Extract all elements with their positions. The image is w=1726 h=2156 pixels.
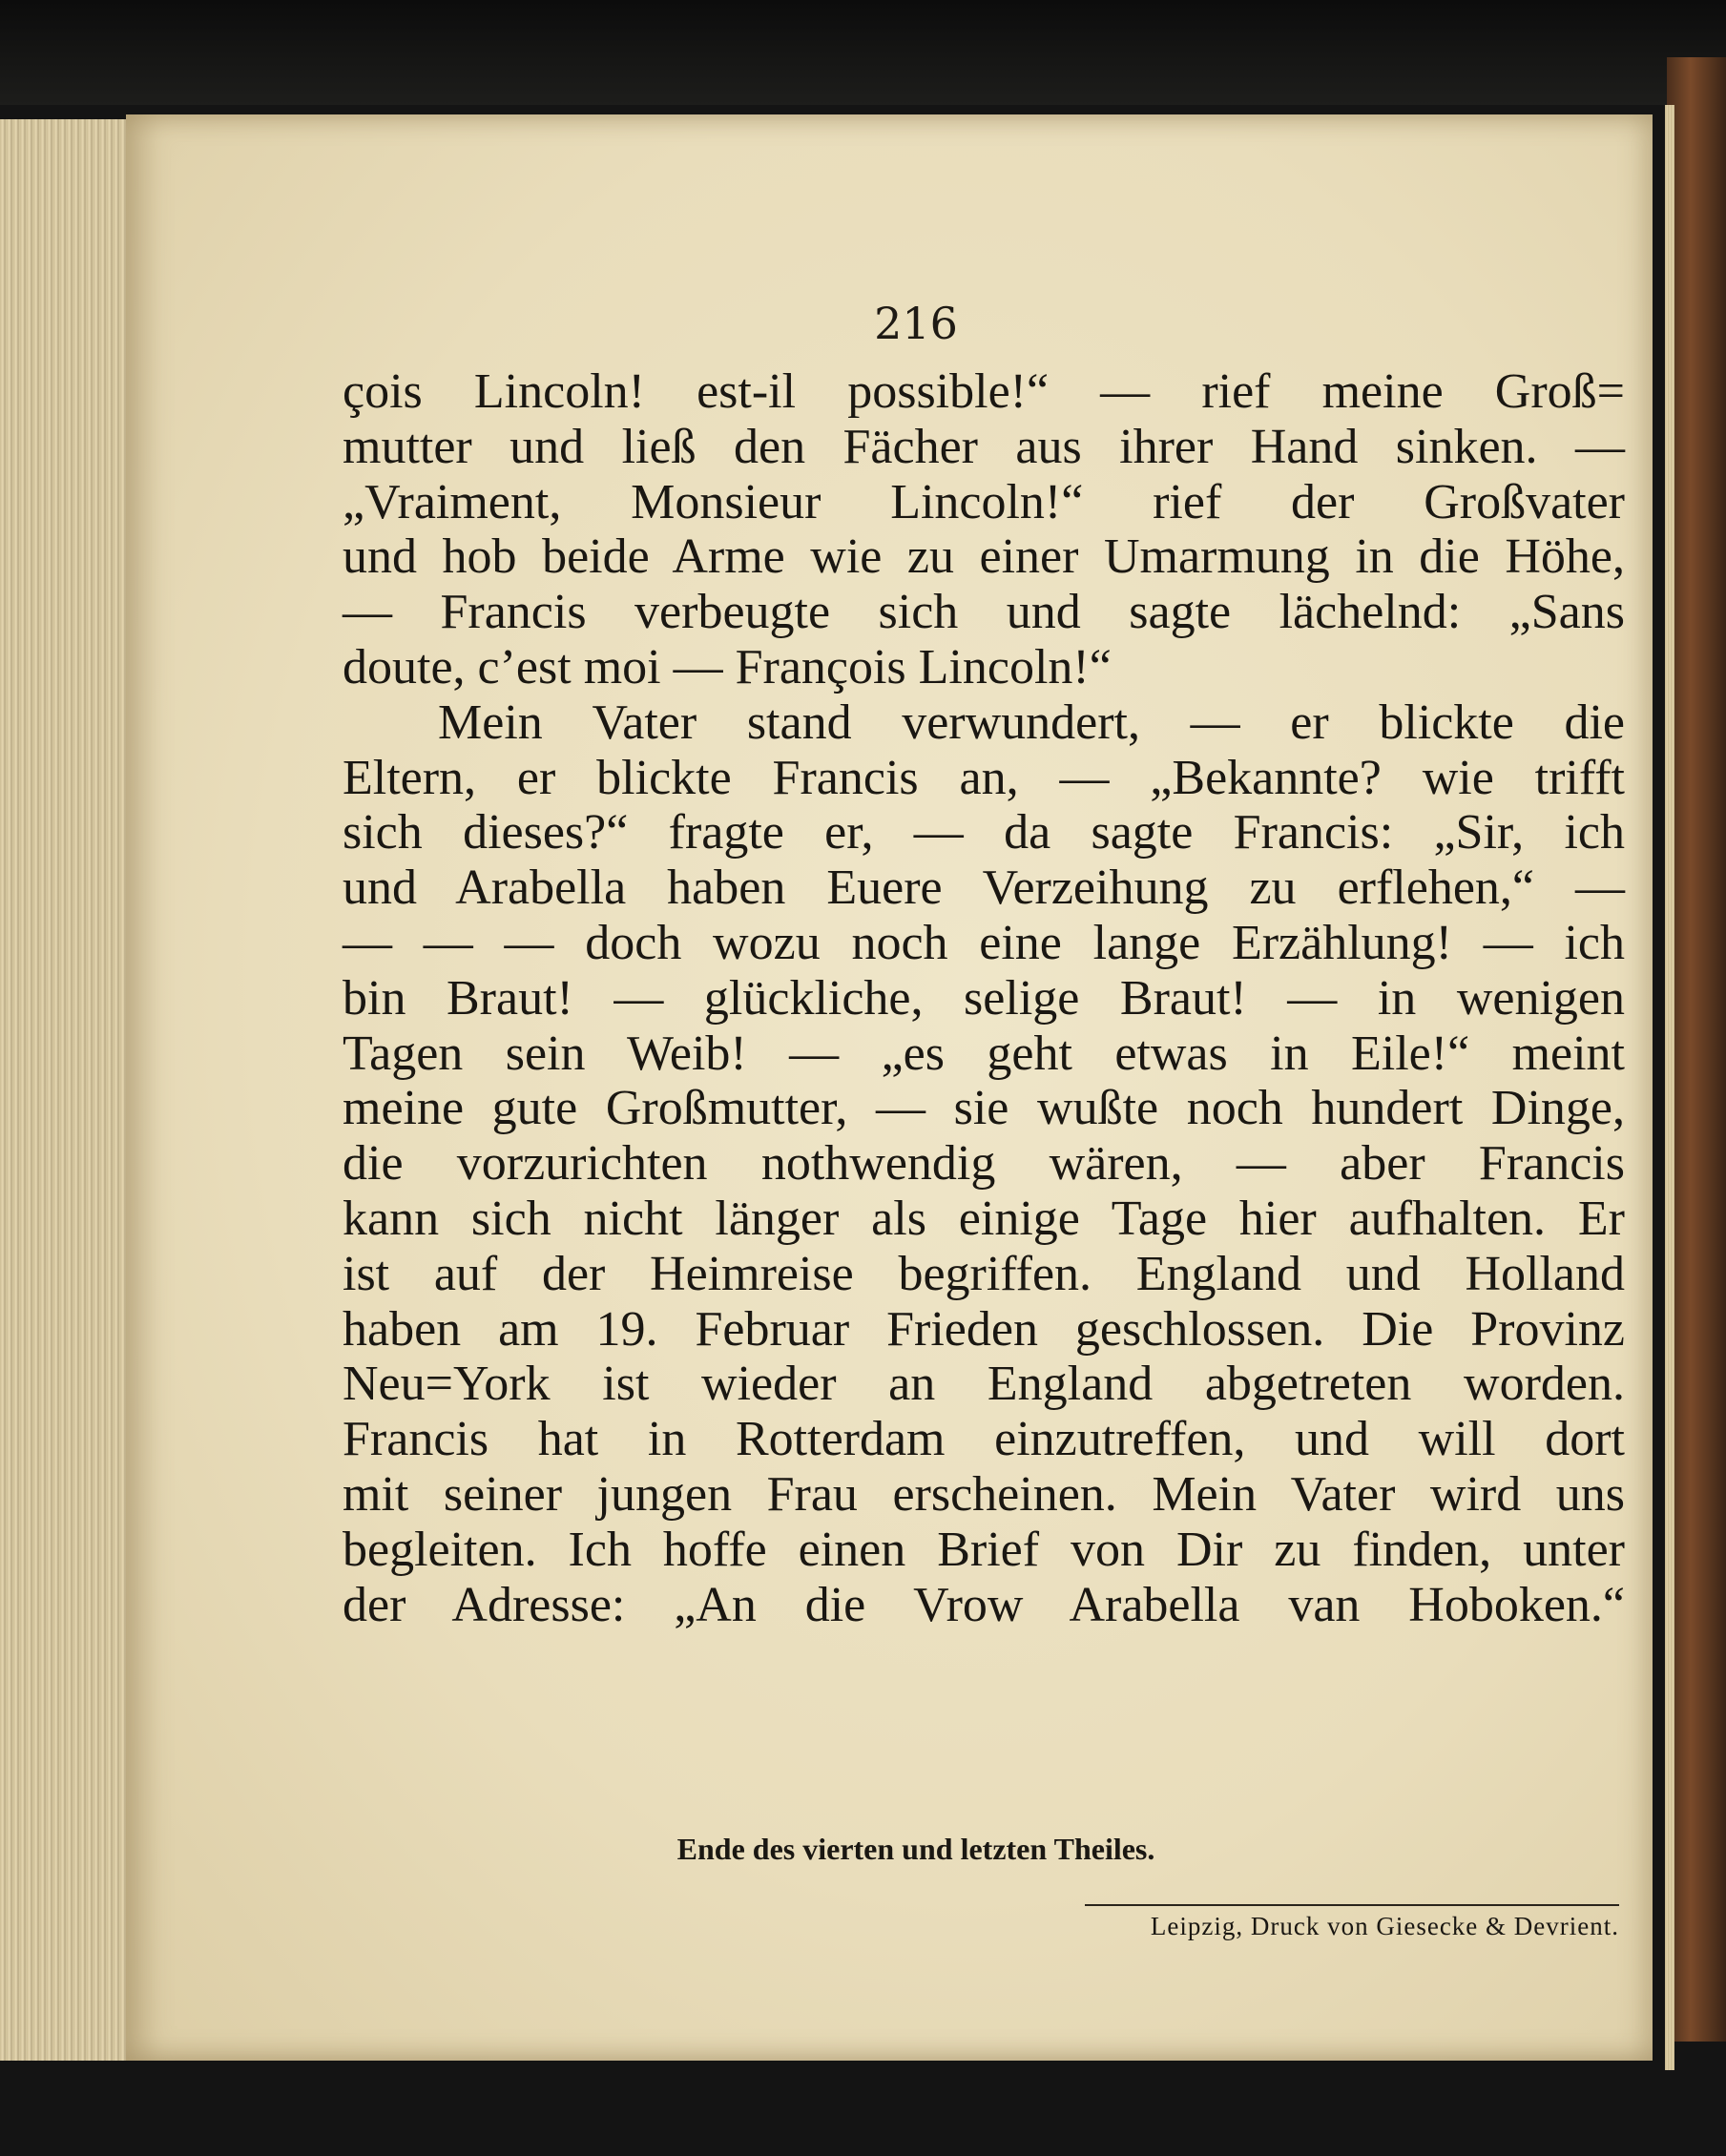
page-edges-right	[1665, 105, 1674, 2070]
text-line: mit seiner jungen Frau erscheinen. Mein Vater wird uns	[343, 1466, 1625, 1522]
text-line: Eltern, er blickte Francis an, — „Bekannte? wie trifft	[343, 750, 1625, 805]
text-line: mutter und ließ den Fächer aus ihrer Hand sinken. —	[343, 419, 1625, 474]
book-cover-top	[0, 0, 1726, 105]
text-line: begleiten. Ich hoffe einen Brief von Dir zu finden, unter	[343, 1522, 1625, 1577]
end-colophon: Ende des vierten und letzten Theiles.	[676, 1832, 1155, 1866]
page-number: 216	[874, 298, 958, 349]
text-line: sich dieses?“ fragte er, — da sagte Francis: „Sir, ich	[343, 805, 1625, 860]
text-line: „Vraiment, Monsieur Lincoln!“ rief der Großvater	[343, 474, 1625, 529]
body-text	[343, 364, 1625, 1632]
text-line: meine gute Großmutter, — sie wußte noch hundert Dinge,	[343, 1081, 1625, 1136]
text-line: bin Braut! — glückliche, selige Braut! — in wenigen	[343, 970, 1625, 1026]
text-line: kann sich nicht länger als einige Tage hier aufhalten. Er	[343, 1191, 1625, 1246]
text-line: haben am 19. Februar Frieden geschlossen. Die Provinz	[343, 1301, 1625, 1357]
text-line: Neu=York ist wieder an England abgetreten worden.	[343, 1357, 1625, 1412]
text-line: der Adresse: „An die Vrow Arabella van Hoboken.“	[343, 1577, 1625, 1632]
page-edges-left	[0, 119, 134, 2061]
book-page	[126, 114, 1653, 2061]
imprint-divider	[1085, 1904, 1619, 1906]
text-line: çois Lincoln! est-il possible!“ — rief meine Groß=	[343, 364, 1625, 419]
book-cover-spine-right	[1667, 57, 1726, 2042]
text-line: und hob beide Arme wie zu einer Umarmung in die Höhe,	[343, 529, 1625, 585]
text-line: — — — doch wozu noch eine lange Erzählung! — ich	[343, 915, 1625, 970]
text-line: Mein Vater stand verwundert, — er blickte die	[438, 694, 1625, 750]
text-line: — Francis verbeugte sich und sagte lächelnd: „Sans	[343, 585, 1625, 640]
text-line: ist auf der Heimreise begriffen. England und Holland	[343, 1246, 1625, 1301]
printer-imprint: Leipzig, Druck von Giesecke & Devrient.	[1150, 1912, 1619, 1940]
text-line: Francis hat in Rotterdam einzutreffen, und will dort	[343, 1412, 1625, 1467]
text-line: doute, c’est moi — François Lincoln!“	[343, 639, 1112, 694]
text-line: die vorzurichten nothwendig wären, — aber Francis	[343, 1136, 1625, 1192]
text-line: Tagen sein Weib! — „es geht etwas in Eile!“ meint	[343, 1026, 1625, 1081]
text-line: und Arabella haben Euere Verzeihung zu erflehen,“ —	[343, 860, 1625, 916]
